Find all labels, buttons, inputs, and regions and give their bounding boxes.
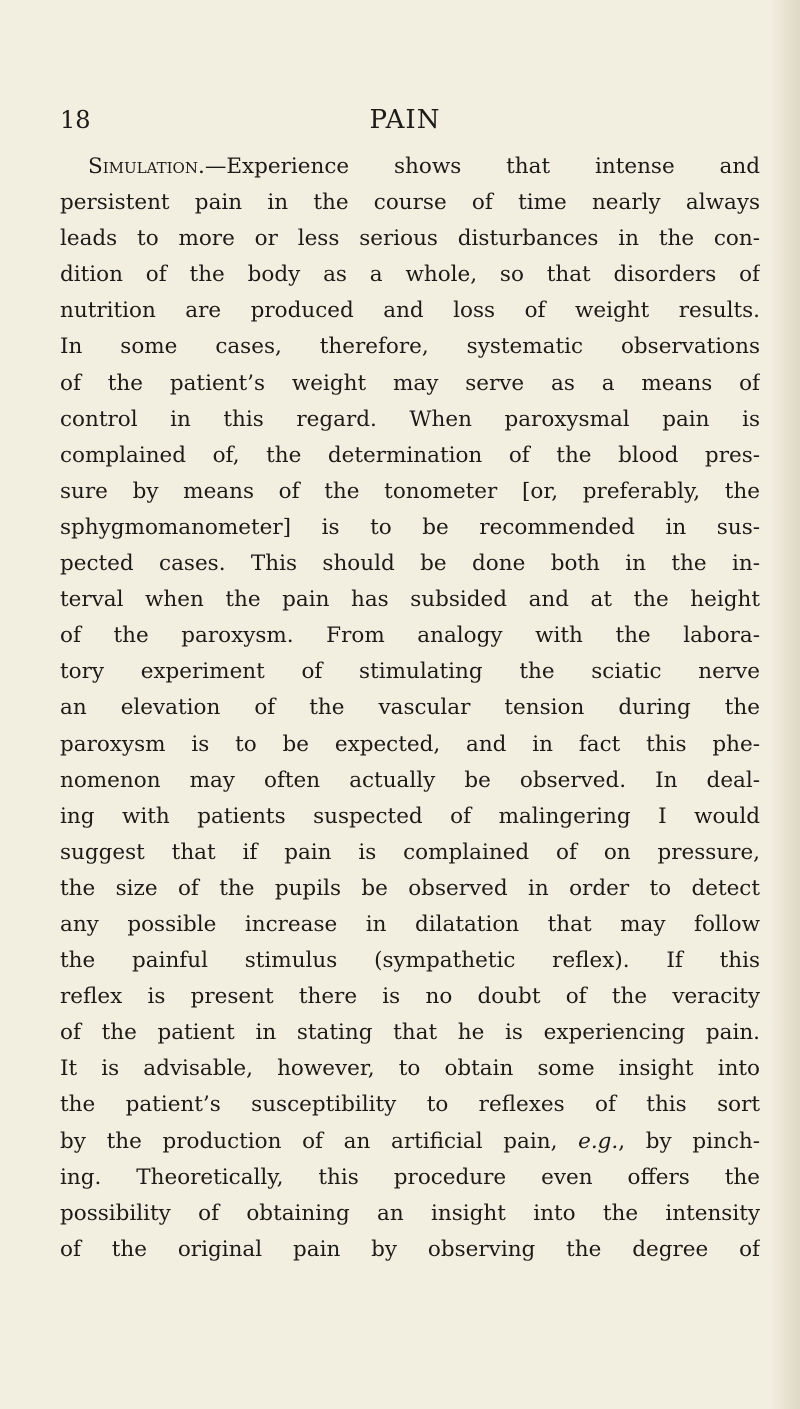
italic-abbreviation: e.g. xyxy=(578,1128,619,1154)
text-line: control in this regard. When paroxysmal pain is xyxy=(60,406,760,432)
text-line xyxy=(60,1124,760,1160)
text-line: paroxysm is to be expected, and in fact this phe- xyxy=(60,731,760,757)
section-heading: Simulation. xyxy=(88,154,205,179)
text-line: persistent pain in the course of time nearly always xyxy=(60,190,760,216)
text-line: sphygmomanometer] is to be recommended in sus- xyxy=(60,514,760,540)
text-line: nomenon may often actually be observed. In deal- xyxy=(60,767,760,793)
text-line: complained of, the determination of the blood pres- xyxy=(60,442,760,468)
page-header xyxy=(60,100,750,140)
text-line: ing. Theoretically, this procedure even offers the xyxy=(60,1164,760,1190)
running-head: PAIN xyxy=(369,105,441,135)
text-line: of the paroxysm. From analogy with the labora- xyxy=(60,623,760,649)
text-line: of the original pain by observing the degree of xyxy=(60,1236,760,1262)
text-line: pected cases. This should be done both in the in- xyxy=(60,551,760,577)
text-line: possibility of obtaining an insight into the intensity xyxy=(60,1200,760,1226)
page-number: 18 xyxy=(60,106,91,134)
text-line: the patient’s susceptibility to reflexes of this sort xyxy=(60,1092,760,1118)
text-line: the painful stimulus (sympathetic reflex). If this xyxy=(60,948,760,974)
page-edge-shadow xyxy=(770,0,800,1409)
text-line: leads to more or less serious disturbances in the con- xyxy=(60,226,760,252)
text-line: suggest that if pain is complained of on pressure, xyxy=(60,839,760,865)
text-line: of the patient in stating that he is experiencing pain. xyxy=(60,1020,760,1046)
text-line: In some cases, therefore, systematic observations xyxy=(60,334,760,360)
body-text xyxy=(60,149,760,1268)
text-line: any possible increase in dilatation that may follow xyxy=(60,911,760,937)
text-fragment: , by pinch- xyxy=(618,1128,760,1154)
text-fragment: by the production of an artificial pain, xyxy=(60,1128,579,1154)
text-line: the size of the pupils be observed in order to detect xyxy=(60,875,760,901)
text-line: dition of the body as a whole, so that disorders of xyxy=(60,262,760,288)
text-line: terval when the pain has subsided and at the height xyxy=(60,587,760,613)
text-line: It is advisable, however, to obtain some insight into xyxy=(60,1056,760,1082)
text-line: an elevation of the vascular tension during the xyxy=(60,695,760,721)
text-line-rest: —Experience shows that intense and xyxy=(204,154,760,179)
text-line: sure by means of the tonometer [or, preferably, the xyxy=(60,478,760,504)
text-line: nutrition are produced and loss of weight results. xyxy=(60,298,760,324)
text-line: ing with patients suspected of malingering I would xyxy=(60,803,760,829)
text-line xyxy=(60,149,760,185)
text-line: of the patient’s weight may serve as a means of xyxy=(60,370,760,396)
text-line: reflex is present there is no doubt of the veracity xyxy=(60,984,760,1010)
text-line: tory experiment of stimulating the sciatic nerve xyxy=(60,659,760,685)
